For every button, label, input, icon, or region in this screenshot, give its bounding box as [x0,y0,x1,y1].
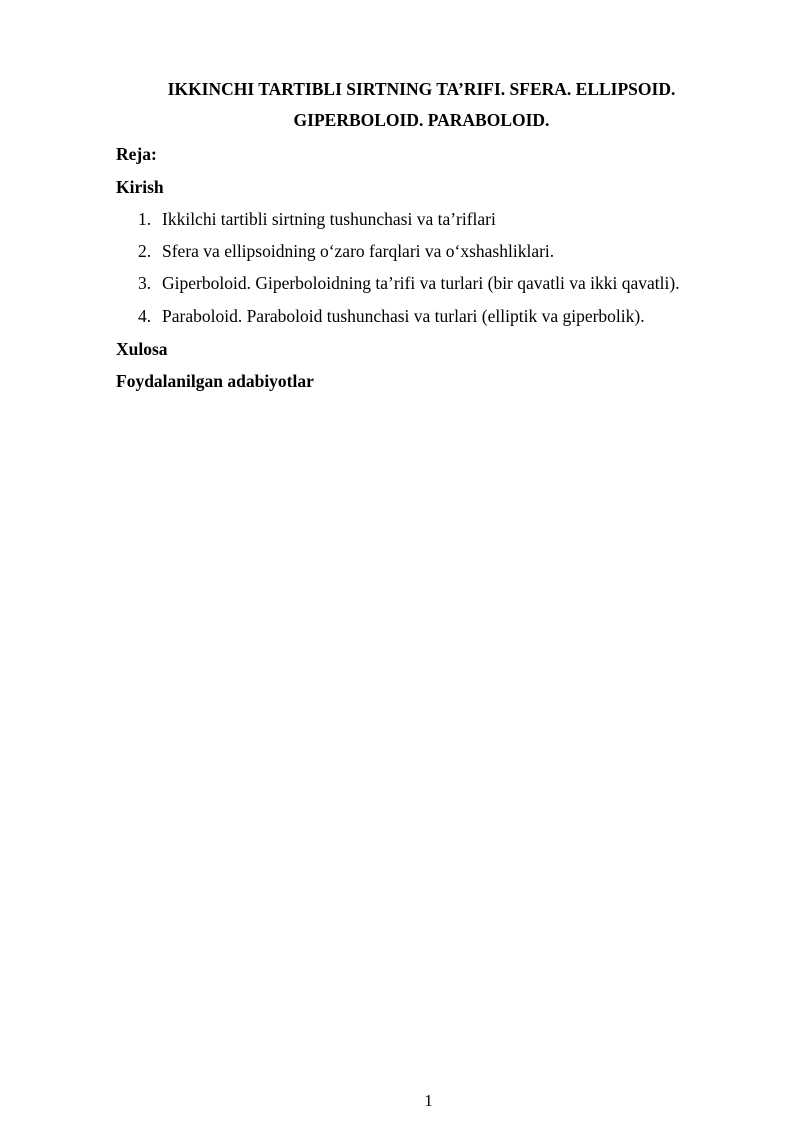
plan-item-text: Sfera va ellipsoidning o‘zaro farqlari va o‘xshashliklari. [162,241,555,261]
plan-heading: Reja: [116,144,157,164]
plan-item [138,240,778,262]
plan-item-number: 3. [138,273,152,293]
plan-item-number: 4. [138,306,152,326]
plan-item [138,305,778,327]
plan-item [138,208,778,230]
plan-item-text: Ikkilchi tartibli sirtning tushunchasi va ta’riflari [162,209,496,229]
document-title-line-1: IKKINCHI TARTIBLI SIRTNING TA’RIFI. SFERA. ELLIPSOID. [167,79,676,99]
plan-item [138,272,778,294]
plan-item-number: 1. [138,209,152,229]
references-heading: Foydalanilgan adabiyotlar [116,371,314,391]
plan-item-text: Giperboloid. Giperboloidning ta’rifi va turlari (bir qavatli va ikki qavatli). [162,273,680,293]
plan-item-number: 2. [138,241,152,261]
page-number: 1 [424,1091,433,1110]
document-title-line-2: GIPERBOLOID. PARABOLOID. [293,110,550,130]
intro-heading: Kirish [116,177,164,197]
plan-item-text: Paraboloid. Paraboloid tushunchasi va turlari (elliptik va giperbolik). [162,306,645,326]
conclusion-heading: Xulosa [116,339,168,359]
